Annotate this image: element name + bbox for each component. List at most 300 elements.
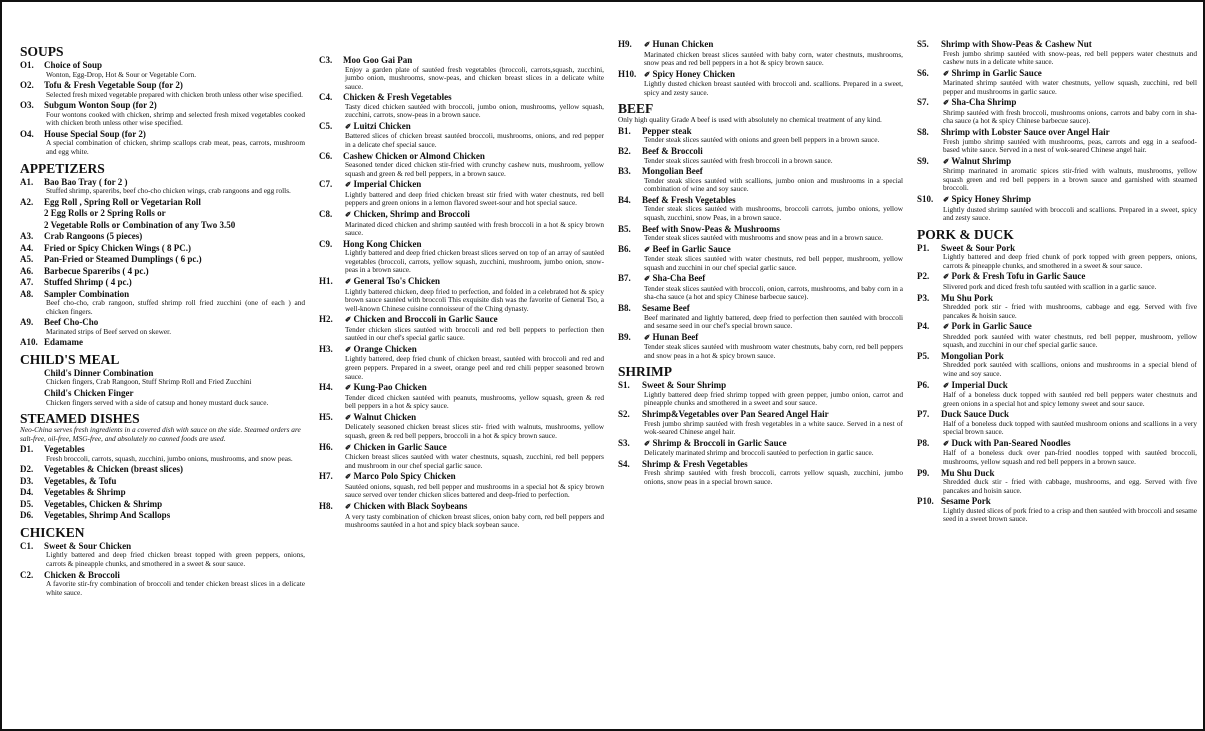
item-name: Beef Cho-Cho	[44, 317, 99, 328]
item-description: Beef marinated and lightly battered, deep fried to perfection then sautéed with broccoli and sesame seed in our chef's special brown sauce.	[644, 312, 903, 331]
menu-item	[20, 254, 305, 265]
spicy-pepper-icon: ✐	[943, 98, 950, 108]
menu-item	[20, 208, 305, 219]
item-name: Sesame Pork	[941, 496, 991, 507]
item-code: C6.	[319, 150, 333, 161]
item-description: Marinated chicken breast slices sautéed with baby corn, water chestnuts, mushrooms, snow peas and red bell peppers in a hot & spicy brown sauce.	[644, 49, 903, 68]
menu-item-title	[20, 464, 305, 475]
item-code: C1.	[20, 540, 34, 551]
spicy-pepper-icon: ✐	[943, 272, 950, 282]
item-code: H2.	[319, 314, 333, 325]
item-code: S5.	[917, 39, 929, 49]
item-code: A6.	[20, 265, 34, 276]
menu-item	[917, 127, 1197, 155]
item-code: B2.	[618, 146, 631, 157]
item-name: Barbecue Spareribs ( 4 pc.)	[44, 265, 149, 276]
menu-item	[20, 266, 305, 277]
menu-item	[319, 55, 604, 91]
item-name: Child's Chicken Finger	[44, 388, 134, 399]
item-code: C9.	[319, 238, 333, 249]
spicy-pepper-icon: ✐	[345, 502, 352, 511]
menu-item	[319, 179, 604, 208]
item-code: P3.	[917, 292, 930, 303]
item-description: Four wontons cooked with chicken, shrimp and selected fresh mixed vegetables cooked with chicken broth unless other wise specified.	[46, 109, 305, 128]
item-name: Mongolian Pork	[941, 350, 1004, 361]
item-description: Shredded pork stir - fried with mushrooms, cabbage and egg. Served with five pancakes & hoisin sauce.	[943, 302, 1197, 320]
item-code: P7.	[917, 409, 930, 420]
menu-item	[618, 332, 903, 361]
item-name: Edamame	[44, 337, 83, 348]
menu-item-title	[20, 60, 305, 71]
spicy-pepper-icon: ✐	[943, 322, 950, 332]
item-name: Mu Shu Pork	[941, 292, 994, 303]
menu-item-title	[917, 127, 1197, 138]
item-description: Enjoy a garden plate of sautéed fresh vegetables (broccoli, carrots,squash, zucchini, jumbo onion, mushrooms, snow-peas, and chicken breast slices in a delicate white sauce.	[345, 64, 604, 91]
item-code: P2.	[917, 271, 930, 282]
item-description: Stuffed shrimp, spareribs, beef cho-cho chicken wings, crab rangoons and egg rolls.	[46, 186, 291, 196]
menu-item	[618, 224, 903, 243]
item-name: Walnut Shrimp	[951, 155, 1012, 166]
menu-item	[20, 541, 305, 569]
menu-section	[618, 39, 903, 97]
item-description: Tender steak slices sautéed with scallions, jumbo onion and mushrooms in a special combination of wine and soy sauce.	[644, 175, 903, 194]
item-code: H10.	[618, 68, 637, 79]
item-code: P5.	[917, 350, 930, 361]
menu-column	[917, 38, 1197, 723]
item-description: Lightly battered deep fried shrimp topped with green pepper, jumbo onion, carrot and pineapple chunks and smothered in a sweet and sour sauce.	[644, 389, 903, 408]
menu-item	[618, 438, 903, 458]
menu-item	[917, 351, 1197, 379]
spicy-pepper-icon: ✐	[644, 332, 651, 342]
item-name: House Special Soup (for 2)	[44, 128, 146, 139]
menu-item	[319, 239, 604, 275]
item-description: Lightly battered chicken, deep fried to perfection, and folded in a celebrated hot & spicy brown sauce sautéed with broccoli This exquisite dish was the favorite of General Tso, a well-known Chinese cuisine connoisseur of the Ching dynasty.	[345, 286, 604, 313]
menu-item	[319, 501, 604, 530]
item-code: A9.	[20, 317, 34, 328]
item-name: Sampler Combination	[44, 288, 130, 299]
item-code: D6.	[20, 510, 34, 521]
item-name: Sesame Beef	[642, 303, 690, 313]
item-description: Half of a boneless duck topped with sautéed red bell peppers water chestnuts and green onions in a special hot and spicy lemony sweet and sour sauce.	[943, 390, 1197, 408]
menu-item-title	[618, 39, 903, 51]
item-code: C5.	[319, 120, 333, 131]
item-description: Shredded pork sautéed with scallions, onions and mushrooms in a special blend of wine and soy sauce.	[943, 360, 1197, 378]
item-code: P4.	[917, 321, 930, 332]
item-name: Vegetables & Shrimp	[44, 487, 126, 498]
item-description: Selected fresh mixed vegetable prepared with chicken broth unless other wise specified.	[46, 89, 303, 99]
menu-item-title	[917, 194, 1197, 206]
item-code: A2.	[20, 196, 34, 207]
menu-item	[917, 496, 1197, 524]
item-description: Shredded pork sautéed with water chestnuts, red bell pepper, mushroom, yellow squash, and zucchini in our chef special garlic sauce.	[943, 331, 1197, 350]
menu-item	[917, 321, 1197, 350]
spicy-pepper-icon: ✐	[345, 210, 352, 220]
item-name: Cashew Chicken or Almond Chicken	[343, 150, 485, 161]
item-description: Chicken breast slices sautéed with water chestnuts, squash, zucchini, red bell peppers and mushroom in our chef special garlic sauce.	[345, 452, 604, 470]
menu-item-title	[618, 303, 903, 314]
item-name: Beef & Fresh Vegetables	[642, 194, 736, 205]
menu-item-title	[20, 197, 305, 208]
item-description: Shrimp sautéed with fresh broccoli, mushrooms onions, carrots and baby corn in sha-cha sauce (a hot & spicy Chinese barbecue sauce).	[943, 107, 1197, 126]
item-description: Tender steak slices sautéed with mushrooms, broccoli carrots, jumbo onions, yellow squash, zucchini, snow Peas, in a brown sauce.	[644, 204, 903, 222]
item-description: Tender steak slices sautéed with water chestnuts, red bell pepper, mushroom, yellow squash and zucchini in our chef special garlic sauce.	[644, 254, 903, 272]
menu-item-title	[20, 476, 305, 487]
item-name: Shrimp with Lobster Sauce over Angel Hair	[941, 127, 1110, 138]
item-description: Tender steak slices sautéed with fresh broccoli in a brown sauce.	[644, 155, 833, 165]
item-name: Mongolian Beef	[642, 166, 703, 177]
menu-item-title	[20, 510, 305, 521]
menu-section	[917, 227, 1197, 524]
menu-item	[319, 382, 604, 411]
item-name: Mu Shu Duck	[941, 467, 995, 478]
item-description: Marinated shrimp sautéed with water chestnuts, yellow squash, zucchini, red bell pepper and mushrooms in garlic sauce.	[943, 78, 1197, 96]
menu-item-title	[20, 254, 305, 265]
menu-item	[917, 68, 1197, 97]
item-name: Vegetables & Chicken (breast slices)	[44, 464, 183, 475]
item-name: Vegetables	[44, 444, 85, 455]
menu-item	[917, 380, 1197, 409]
item-code: C4.	[319, 92, 333, 103]
item-code: H1.	[319, 276, 333, 286]
item-code: H9.	[618, 39, 632, 49]
menu-item-title	[319, 276, 604, 288]
item-code: D4.	[20, 487, 34, 498]
menu-item	[20, 499, 305, 510]
item-description: Shrimp marinated in aromatic spices stir-fried with walnuts, mushrooms, yellow squash green and red bell peppers in a brown sauce and garnished with steamed broccoli.	[943, 166, 1197, 193]
item-description: Fresh jumbo shrimp sautéed with snow-peas, red bell peppers water chestnuts and cashew nuts in a delicate white sauce.	[943, 48, 1197, 67]
item-name: Moo Goo Gai Pan	[343, 55, 413, 65]
section-title: CHICKEN	[20, 524, 85, 540]
menu-item	[319, 344, 604, 381]
item-code: C3.	[319, 55, 333, 65]
item-description: Chicken fingers served with a side of catsup and honey mustard duck sauce.	[46, 397, 269, 407]
item-description: Half of a boneless duck over pan-fried noodles topped with sautéed broccoli, mushrooms, yellow squash and red bell peppers in a brown sauce.	[943, 448, 1197, 467]
item-name: Chicken and Broccoli in Garlic Sauce	[353, 314, 498, 325]
menu-item	[319, 92, 604, 120]
menu-item	[20, 100, 305, 128]
menu-item	[917, 156, 1197, 193]
menu-item-title	[917, 321, 1197, 333]
item-name: Stuffed Shrimp ( 4 pc.)	[44, 277, 132, 288]
item-name: Vegetables, Chicken & Shrimp	[44, 498, 163, 509]
item-name: Sweet & Sour Chicken	[44, 540, 132, 551]
item-code: B4.	[618, 194, 631, 205]
item-description: Tender steak slices sautéed with broccoli, onion, carrots, mushrooms, and baby corn in a sha-cha sauce (a hot and spicy Chinese barbecue sauce).	[644, 283, 903, 302]
menu-item	[319, 276, 604, 313]
item-description: Wonton, Egg-Drop, Hot & Sour or Vegetable Corn.	[46, 69, 197, 79]
menu-columns	[20, 39, 1197, 723]
item-description: Lightly battered and deep fried chicken breast stir fried with water chestnuts, red bell peppers and green onions in a lemon flavored sweet-sour and hot special sauce.	[345, 189, 604, 208]
menu-item	[20, 231, 305, 242]
item-name: Marco Polo Spicy Chicken	[353, 471, 456, 482]
menu-item	[20, 510, 305, 521]
menu-item	[319, 471, 604, 500]
item-code: P8.	[917, 437, 930, 448]
spicy-pepper-icon: ✐	[345, 383, 352, 393]
item-code: D5.	[20, 498, 34, 509]
item-name: Shrimp & Fresh Vegetables	[642, 458, 748, 469]
item-name: Vegetables, Shrimp And Scallops	[44, 510, 171, 521]
spicy-pepper-icon: ✐	[345, 344, 352, 354]
item-code: H6.	[319, 441, 333, 452]
menu-item	[917, 97, 1197, 126]
item-code: A4.	[20, 242, 34, 253]
menu-item	[20, 129, 305, 157]
menu-item	[618, 166, 903, 194]
item-description: Tasty diced chicken sautéed with broccoli, jumbo onion, mushrooms, yellow squash, zucchini, carrots, snow-peas in a brown sauce.	[345, 101, 604, 120]
item-code: H7.	[319, 471, 333, 482]
menu-item	[917, 243, 1197, 271]
menu-item	[917, 39, 1197, 67]
menu-item-title	[319, 501, 604, 513]
item-name: Imperial Chicken	[353, 179, 422, 190]
item-code: C7.	[319, 179, 333, 190]
spicy-pepper-icon: ✐	[943, 380, 950, 390]
item-name: Shrimp in Garlic Sauce	[951, 67, 1042, 78]
menu-item	[20, 337, 305, 348]
item-name: Fried or Spicy Chicken Wings ( 8 PC.)	[44, 242, 192, 253]
item-code: H3.	[319, 343, 333, 354]
menu-item-title	[20, 388, 305, 399]
item-code: P9.	[917, 467, 930, 478]
item-name: Sha-Cha Shrimp	[951, 97, 1017, 108]
item-description: Battered slices of chicken breast sautéed broccoli, mushrooms, onions, and red pepper in a delicate chef special sauce.	[345, 131, 604, 150]
item-description: Sautéed onions, squash, red bell pepper and mushrooms in a special hot & spicy brown sauce served over tender chicken slices battered and deep-fried to perfection.	[345, 481, 604, 500]
menu-section	[20, 161, 305, 348]
menu-item	[20, 197, 305, 208]
menu-item	[20, 570, 305, 598]
item-code: S3.	[618, 437, 630, 448]
menu-item-title	[20, 337, 305, 348]
menu-item	[618, 409, 903, 437]
item-name: Luitzi Chicken	[353, 120, 411, 131]
spicy-pepper-icon: ✐	[345, 121, 352, 131]
item-name: Chicken in Garlic Sauce	[353, 441, 447, 452]
section-title: CHILD'S MEAL	[20, 351, 120, 367]
item-name: Pepper steak	[642, 125, 692, 136]
item-code: A10.	[20, 337, 38, 348]
menu-item	[20, 60, 305, 79]
menu-section	[917, 39, 1197, 223]
item-code: P10.	[917, 496, 934, 507]
item-description: Fresh shrimp sautéed with fresh broccoli, carrots yellow squash, zucchini, jumbo onions, snow peas in a special brown sauce.	[644, 468, 903, 486]
spicy-pepper-icon: ✐	[644, 274, 651, 284]
item-code: B8.	[618, 303, 631, 313]
item-name: Choice of Soup	[44, 60, 103, 70]
item-description: Delicately marinated shrimp and broccoli sautéed to perfection in garlic sauce.	[644, 448, 874, 458]
section-title: STEAMED DISHES	[20, 411, 140, 427]
menu-item	[618, 69, 903, 98]
menu-item-title	[319, 209, 604, 221]
menu-item	[319, 151, 604, 179]
menu-item	[20, 220, 305, 231]
menu-item	[917, 409, 1197, 437]
item-name: Crab Rangoons (5 pieces)	[44, 231, 143, 242]
item-name: Duck with Pan-Seared Noodles	[951, 437, 1071, 448]
menu-item-title	[319, 55, 604, 66]
menu-item-title	[20, 487, 305, 498]
menu-section	[20, 44, 305, 157]
item-code: O1.	[20, 60, 34, 70]
menu-item	[917, 271, 1197, 291]
item-description: Slivered pork and diced fresh tofu sautéed with scallion in a garlic sauce.	[943, 281, 1157, 291]
menu-item	[618, 244, 903, 273]
menu-item	[917, 468, 1197, 496]
menu-item-title	[20, 266, 305, 277]
menu-item	[20, 464, 305, 475]
item-description: Lightly battered and deep fried chunk of pork topped with green peppers, onions, carrots & pineapple chunks, and smothered in a sweet & sour sauce.	[943, 252, 1197, 270]
item-code: C8.	[319, 209, 333, 220]
menu-item	[319, 412, 604, 441]
item-code: S8.	[917, 127, 929, 138]
item-code: B5.	[618, 223, 631, 234]
menu-item	[319, 314, 604, 343]
section-title: PORK & DUCK	[917, 226, 1014, 242]
menu-item	[20, 177, 305, 196]
menu-section	[618, 364, 903, 486]
item-name: Hong Kong Chicken	[343, 238, 422, 249]
item-description: A special combination of chicken, shrimp scallops crab meat, peas, carrots, mushroom and egg white.	[46, 138, 305, 156]
menu-item-title	[20, 499, 305, 510]
menu-item	[618, 195, 903, 223]
item-code: A1.	[20, 176, 34, 187]
item-name: Pork & Fresh Tofu in Garlic Sauce	[951, 271, 1086, 282]
item-name: Shrimp & Broccoli in Garlic Sauce	[652, 437, 787, 448]
menu-section	[319, 55, 604, 530]
item-description: Fresh broccoli, carrots, squash, zucchini, jumbo onions, mushrooms, and snow peas.	[46, 453, 293, 463]
item-description: Delicately seasoned chicken breast slices stir- fried with walnuts, mushrooms, yellow squash, green & red bell peppers, broccoli in a hot & spicy brown sauce.	[345, 422, 604, 441]
item-name: Pan-Fried or Steamed Dumplings ( 6 pc.)	[44, 254, 202, 265]
item-name: Chicken, Shrimp and Broccoli	[353, 209, 470, 220]
item-name: Sweet & Sour Pork	[941, 242, 1016, 253]
item-name: Kung-Pao Chicken	[353, 382, 427, 393]
item-name: Imperial Duck	[951, 379, 1008, 390]
item-code: C2.	[20, 569, 34, 580]
menu-section	[618, 101, 903, 360]
spicy-pepper-icon: ✐	[644, 40, 651, 49]
menu-item	[20, 317, 305, 336]
spicy-pepper-icon: ✐	[345, 412, 352, 422]
menu-item	[319, 121, 604, 150]
item-code: B6.	[618, 243, 631, 254]
item-name: Child's Dinner Combination	[44, 367, 154, 378]
item-code: A3.	[20, 231, 34, 242]
item-code: P1.	[917, 242, 930, 253]
menu-item	[618, 380, 903, 408]
item-name: Vegetables, & Tofu	[44, 475, 117, 486]
section-title: SOUPS	[20, 44, 64, 59]
item-description: Marinated diced chicken and shrimp sautéed with fresh broccoli in a hot & spicy brown sauce.	[345, 219, 604, 238]
item-code: O2.	[20, 80, 34, 91]
item-description: Fresh jumbo shrimp sautéed with fresh vegetables in a white sauce. Served in a nest of wok-seared Chinese angel hair.	[644, 418, 903, 437]
item-description: Shredded duck stir - fried with cabbage, mushrooms, and egg. Served with five pancakes and hoisin sauce.	[943, 477, 1197, 495]
item-code: S9.	[917, 155, 929, 166]
menu-item-title	[20, 220, 305, 231]
item-description: Tender steak slices sautéed with onions and green bell peppers in a brown sauce.	[644, 135, 880, 145]
item-code: D2.	[20, 464, 34, 475]
item-name: Beef in Garlic Sauce	[652, 243, 731, 254]
menu-item	[319, 209, 604, 238]
item-name: Walnut Chicken	[353, 411, 417, 422]
item-name: Shrimp with Show-Peas & Cashew Nut	[941, 39, 1092, 49]
item-name: Chicken & Fresh Vegetables	[343, 92, 452, 103]
item-code: B7.	[618, 273, 631, 284]
item-name: 2 Vegetable Rolls or Combination of any Two 3.50	[44, 219, 236, 230]
item-name: Hunan Chicken	[652, 39, 714, 49]
menu-column	[319, 54, 604, 723]
menu-item	[20, 368, 305, 387]
item-code: S1.	[618, 380, 630, 391]
menu-item	[618, 303, 903, 331]
item-name: Spicy Honey Shrimp	[951, 194, 1032, 205]
section-title: BEEF	[618, 101, 654, 117]
item-code: H8.	[319, 501, 333, 511]
spicy-pepper-icon: ✐	[644, 69, 651, 79]
spicy-pepper-icon: ✐	[943, 195, 950, 205]
item-code: P6.	[917, 379, 930, 390]
section-title: SHRIMP	[618, 364, 672, 380]
item-code: D3.	[20, 475, 34, 486]
menu-item	[319, 442, 604, 471]
item-description: Fresh jumbo shrimp sautéed with mushrooms, peas, carrots and egg in a seafood-based white sauce. Served in a nest of wok-seared Chinese angel hair.	[943, 136, 1197, 155]
item-code: B9.	[618, 331, 631, 342]
item-code: S7.	[917, 97, 929, 108]
item-code: A7.	[20, 277, 34, 288]
menu-section	[20, 352, 305, 407]
item-name: Shrimp&Vegetables over Pan Seared Angel Hair	[642, 409, 829, 420]
item-name: Duck Sauce Duck	[941, 409, 1010, 420]
menu-item-title	[20, 231, 305, 242]
menu-item	[618, 146, 903, 165]
item-name: Beef & Broccoli	[642, 146, 703, 157]
item-name: Pork in Garlic Sauce	[951, 321, 1032, 332]
menu-item	[20, 277, 305, 288]
spicy-pepper-icon: ✐	[345, 442, 352, 452]
menu-item-title	[917, 39, 1197, 50]
item-name: General Tso's Chicken	[353, 276, 441, 286]
item-name: Spicy Honey Chicken	[652, 68, 736, 79]
item-name: Beef with Snow-Peas & Mushrooms	[642, 223, 780, 234]
spicy-pepper-icon: ✐	[943, 438, 950, 448]
spicy-pepper-icon: ✐	[345, 315, 352, 325]
item-description: Chicken fingers, Crab Rangoon, Stuff Shrimp Roll and Fried Zucchini	[46, 377, 252, 387]
menu-item-title	[618, 146, 903, 157]
menu-item	[20, 80, 305, 99]
item-code: H4.	[319, 382, 333, 393]
item-description: Lightly dusted slices of pork fried to a crisp and then sautéed with broccoli and sesame seed in a sweet brown sauce.	[943, 505, 1197, 524]
menu-item	[618, 459, 903, 487]
item-code: S4.	[618, 458, 630, 469]
item-code: A5.	[20, 254, 34, 265]
menu-item	[20, 243, 305, 254]
item-code: S10.	[917, 194, 934, 205]
menu-item	[20, 476, 305, 487]
item-name: Orange Chicken	[353, 343, 417, 354]
item-description: Half of a boneless duck topped with sautéed mushroom onions and scallions in a very special brown sauce.	[943, 418, 1197, 437]
item-description: Lightly dusted shrimp sautéed with broccoli and scallions. Prepared in a sweet, spicy and zesty sauce.	[943, 204, 1197, 223]
item-description: A favorite stir-fry combination of broccoli and tender chicken breast slices in a delicate white sauce.	[46, 579, 305, 597]
section-note: Neo-China serves fresh ingredients in a covered dish with sauce on the side. Steamed orders are salt-free, oil-free, MSG-free, and absolutely no canned foods are used.	[20, 425, 301, 443]
item-name: Tofu & Fresh Vegetable Soup (for 2)	[44, 80, 183, 91]
menu-item-title	[20, 208, 305, 219]
menu-item	[20, 388, 305, 407]
item-code: O3.	[20, 100, 34, 111]
menu-column	[618, 38, 903, 723]
item-code: B3.	[618, 166, 631, 177]
menu-item	[20, 487, 305, 498]
item-name: 2 Egg Rolls or 2 Spring Rolls or	[44, 208, 166, 219]
item-name: Sweet & Sour Shrimp	[642, 380, 727, 391]
